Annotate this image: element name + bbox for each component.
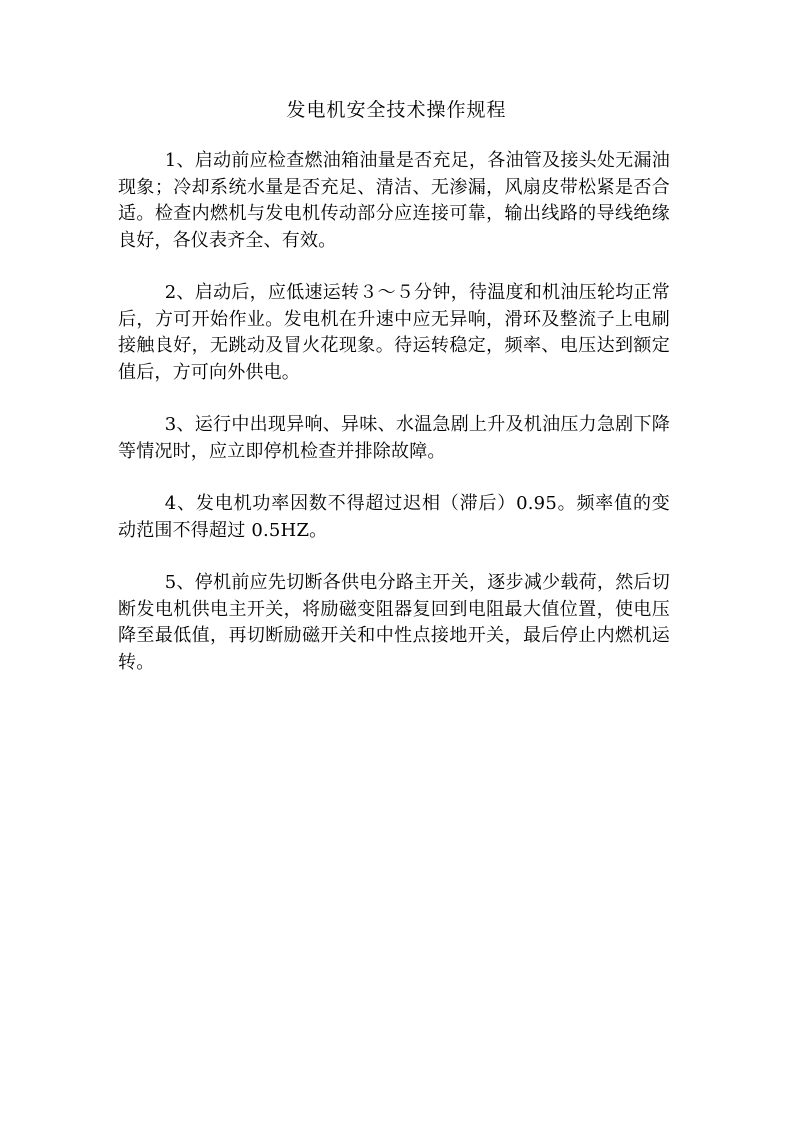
paragraph-2: 2、启动后，应低速运转３～５分钟，待温度和机油压轮均正常后，方可开始作业。发电机在升速中应无异响，滑环及整流子上电刷接触良好，无跳动及冒火花现象。待运转稳定，频率、电压达到额定值后，方可向外供电。: [118, 282, 670, 383]
paragraph-3: 3、运行中出现异响、异味、水温急剧上升及机油压力急剧下降等情况时，应立即停机检查并排除故障。: [118, 414, 670, 462]
paragraph-1: 1、启动前应检查燃油箱油量是否充足，各油管及接头处无漏油现象；冷却系统水量是否充足、清洁、无渗漏，风扇皮带松紧是否合适。检查内燃机与发电机传动部分应连接可靠，输出线路的导线绝缘良好，各仪表齐全、有效。: [118, 150, 670, 251]
paragraph-4: 4、发电机功率因数不得超过迟相（滞后）0.95。频率值的变动范围不得超过 0.5HZ。: [118, 493, 670, 541]
paragraph-5: 5、停机前应先切断各供电分路主开关，逐步减少载荷，然后切断发电机供电主开关，将励磁变阻器复回到电阻最大值位置，使电压降至最低值，再切断励磁开关和中性点接地开关，最后停止内燃机运转。: [118, 572, 670, 673]
document-title: 发电机安全技术操作规程: [286, 99, 507, 121]
document-body: [118, 148, 670, 702]
